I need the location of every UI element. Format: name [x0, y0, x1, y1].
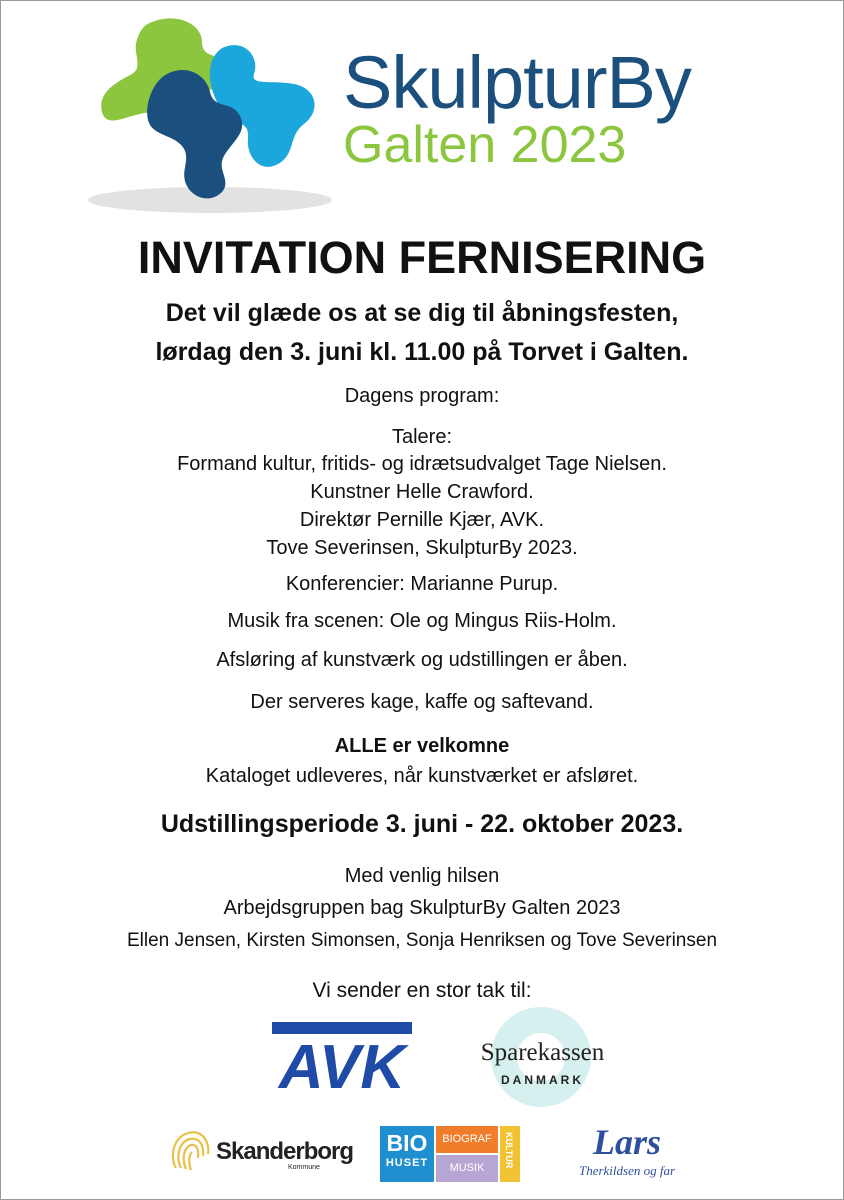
- sparekassen-logo: [455, 1005, 630, 1110]
- signature-names: Ellen Jensen, Kirsten Simonsen, Sonja Henriksen og Tove Severinsen: [126, 930, 718, 951]
- biograf-block: BIOGRAF: [436, 1126, 498, 1153]
- signature-group: Arbejdsgruppen bag SkulpturBy Galten 2023: [223, 897, 621, 919]
- avk-text: AVK: [278, 1033, 406, 1090]
- brand-subtitle: Galten 2023: [343, 116, 627, 174]
- bio-text: BIO: [386, 1130, 428, 1156]
- thanks-heading: Vi sender en stor tak til:: [312, 979, 532, 1002]
- speakers-label: Talere:: [391, 426, 453, 448]
- program-refreshments: Der serveres kage, kaffe og saftevand.: [250, 691, 594, 713]
- lars-logo: [562, 1122, 692, 1184]
- program-music: Musik fra scenen: Ole og Mingus Riis-Holm.: [227, 610, 617, 632]
- welcome-text: ALLE er velkomne: [334, 735, 510, 757]
- exhibition-period: Udstillingsperiode 3. juni - 22. oktober 2023.: [160, 810, 684, 838]
- avk-logo-mark: [272, 1022, 412, 1090]
- speaker-item: Tove Severinsen, SkulpturBy 2023.: [266, 537, 578, 559]
- speaker-item: Kunstner Helle Crawford.: [310, 481, 534, 503]
- skulpturby-logo-mark: [82, 12, 332, 217]
- speaker-item: Formand kultur, fritids- og idrætsudvalget Tage Nielsen.: [177, 453, 667, 475]
- huset-text: HUSET: [385, 1157, 429, 1169]
- intro-line-1: Det vil glæde os at se dig til åbningsfesten,: [165, 299, 679, 327]
- program-reveal: Afsløring af kunstværk og udstillingen er åben.: [216, 649, 628, 671]
- musik-block: MUSIK: [436, 1155, 498, 1182]
- intro-line-2: lørdag den 3. juni kl. 11.00 på Torvet i Galten.: [155, 338, 689, 366]
- signature-greeting: Med venlig hilsen: [344, 865, 500, 887]
- program-host: Konferencier: Marianne Purup.: [285, 573, 559, 595]
- speaker-item: Direktør Pernille Kjær, AVK.: [299, 509, 545, 531]
- skanderborg-sub: Kommune: [288, 1164, 320, 1171]
- sparekassen-sub: DANMARK: [501, 1073, 584, 1087]
- biohuset-block: [380, 1126, 434, 1182]
- brand-name: SkulpturBy: [343, 41, 691, 124]
- skanderborg-logo: [168, 1128, 354, 1178]
- skanderborg-fingerprint-icon: [168, 1128, 212, 1174]
- program-heading: Dagens program:: [344, 385, 500, 407]
- page-title: INVITATION FERNISERING: [137, 232, 707, 283]
- kultur-text: KULTUR: [504, 1132, 514, 1169]
- kultur-block: [500, 1126, 520, 1182]
- lars-sub: Therkildsen og far: [578, 1163, 676, 1178]
- lars-name: Lars: [592, 1122, 661, 1162]
- biohuset-logo: [380, 1126, 520, 1182]
- skanderborg-name: Skanderborg: [216, 1138, 354, 1165]
- avk-logo: [272, 1022, 412, 1090]
- catalog-text: Kataloget udleveres, når kunstværket er afsløret.: [205, 765, 639, 787]
- sparekassen-name: Sparekassen: [480, 1039, 605, 1066]
